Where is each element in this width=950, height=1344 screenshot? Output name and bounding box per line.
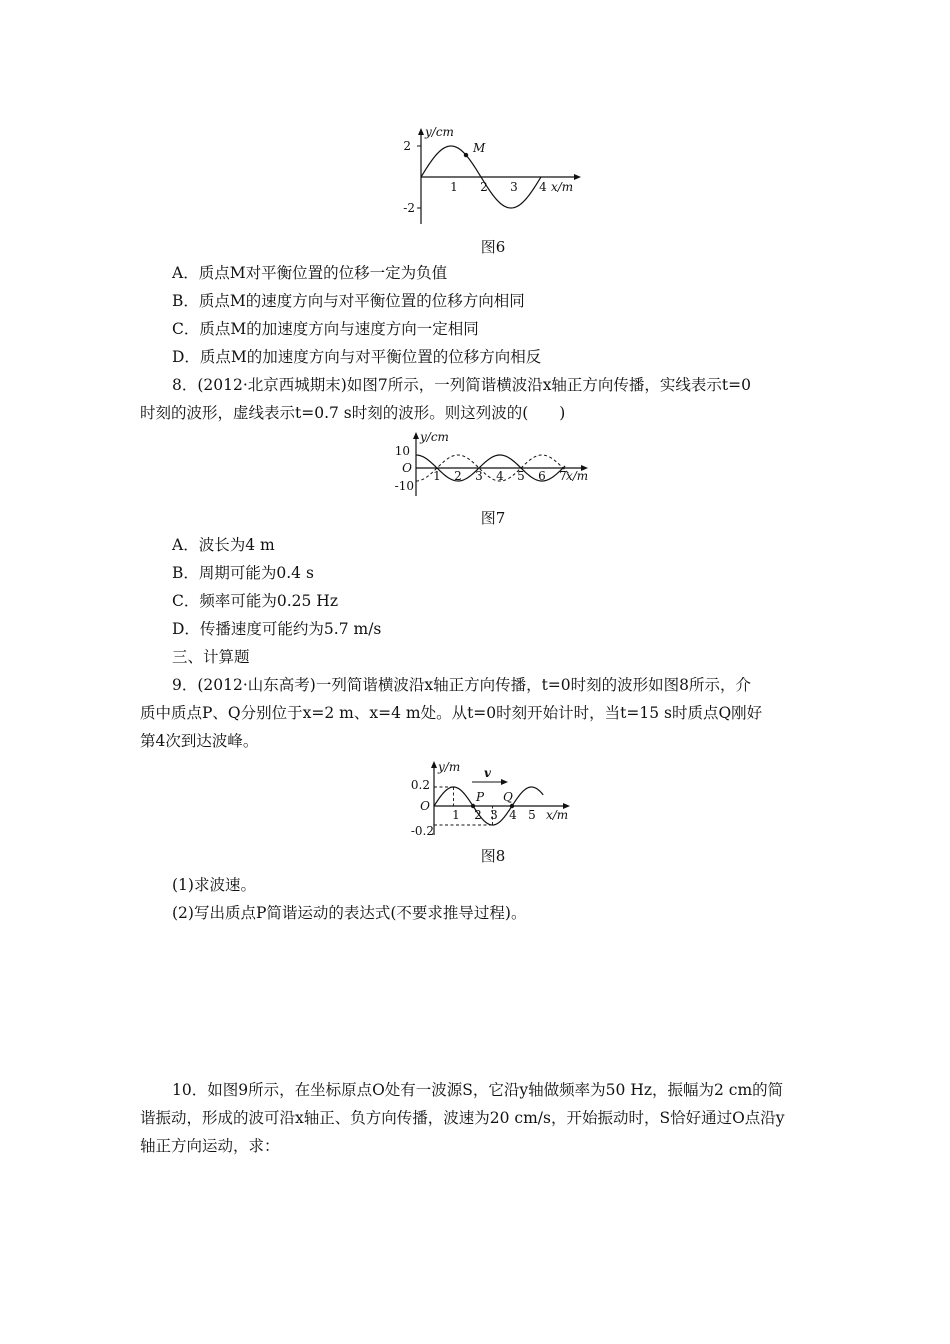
fig6-xtick-1: 1 (450, 180, 458, 194)
fig8-xtick-1: 1 (452, 808, 460, 822)
figure-6 (395, 120, 595, 230)
fig6-caption: 图6 (480, 238, 506, 256)
fig6-point-M (464, 153, 468, 157)
fig6-ytick-top: 2 (403, 139, 411, 153)
q10-text-line3: 轴正方向运动，求： (140, 1137, 280, 1155)
fig8-ytick-top: 0.2 (410, 778, 430, 792)
fig6-xtick-4: 4 (539, 180, 547, 194)
figure-7 (390, 428, 600, 500)
q7-option-d: D．质点M的加速度方向与对平衡位置的位移方向相反 (172, 348, 542, 366)
q8-text-line2: 时刻的波形，虚线表示t=0.7 s时刻的波形。则这列波的( ) (140, 404, 566, 422)
fig8-point-Q-label: Q (503, 790, 513, 804)
fig7-xtick-3: 3 (475, 469, 483, 483)
fig8-caption: 图8 (480, 847, 506, 865)
fig7-ytick-top: 10 (394, 444, 410, 458)
fig7-xtick-7: 7 (559, 469, 567, 483)
fig8-xlabel: x/m (546, 808, 569, 822)
fig7-xtick-5: 5 (517, 469, 525, 483)
fig8-point-P (471, 804, 475, 808)
q10-text-line1: 10．如图9所示，在坐标原点O处有一波源S，它沿y轴做频率为50 Hz，振幅为2 cm的简 (172, 1081, 784, 1099)
fig6-xtick-2: 2 (480, 180, 488, 194)
fig8-velocity-arrow-icon (501, 779, 508, 785)
fig7-origin: O (402, 461, 412, 475)
q7-option-b: B．质点M的速度方向与对平衡位置的位移方向相同 (172, 292, 525, 310)
q8-option-b: B．周期可能为0.4 s (172, 564, 314, 582)
q9-sub-2: (2)写出质点P简谐运动的表达式(不要求推导过程)。 (172, 904, 527, 922)
fig8-point-Q (510, 804, 514, 808)
q9-text-line3: 第4次到达波峰。 (140, 732, 259, 750)
q8-option-a: A．波长为4 m (172, 536, 275, 554)
q9-text-line1: 9．(2012·山东高考)一列简谐横波沿x轴正方向传播，t=0时刻的波形如图8所示，介 (172, 676, 752, 694)
section-heading: 三、计算题 (172, 648, 250, 666)
fig8-ylabel: y/m (438, 760, 461, 774)
q8-option-c: C．频率可能为0.25 Hz (172, 592, 338, 610)
fig8-point-P-label: P (476, 790, 485, 804)
fig8-ytick-bottom: -0.2 (410, 824, 434, 838)
q10-text-line2: 谐振动，形成的波可沿x轴正、负方向传播，波速为20 cm/s，开始振动时，S恰好通过O点沿y (140, 1109, 785, 1127)
fig7-ylabel: y/cm (420, 430, 449, 444)
fig6-xlabel: x/m (551, 180, 574, 194)
fig6-ytick-bottom: -2 (403, 201, 415, 215)
q8-text-line1: 8．(2012·北京西城期末)如图7所示，一列简谐横波沿x轴正方向传播，实线表示t=0 (172, 376, 752, 394)
fig7-xtick-2: 2 (454, 469, 462, 483)
fig7-xtick-1: 1 (433, 469, 441, 483)
fig7-xtick-6: 6 (538, 469, 546, 483)
q9-sub-1: (1)求波速。 (172, 876, 256, 894)
fig8-xtick-3: 3 (490, 808, 498, 822)
q8-option-d: D．传播速度可能约为5.7 m/s (172, 620, 382, 638)
fig6-point-label: M (473, 141, 486, 155)
fig6-xtick-3: 3 (510, 180, 518, 194)
fig8-xtick-5: 5 (528, 808, 536, 822)
fig8-xtick-4: 4 (509, 808, 517, 822)
q7-option-c: C．质点M的加速度方向与速度方向一定相同 (172, 320, 479, 338)
fig8-velocity-label: v (484, 766, 491, 780)
fig7-ytick-bottom: -10 (394, 479, 414, 493)
fig8-xtick-2: 2 (474, 808, 482, 822)
fig6-ylabel: y/cm (425, 125, 454, 139)
fig7-xlabel: x/m (566, 469, 589, 483)
figure-8 (400, 755, 580, 840)
q7-option-a: A．质点M对平衡位置的位移一定为负值 (172, 264, 448, 282)
fig8-origin: O (420, 799, 430, 813)
q9-text-line2: 质中质点P、Q分别位于x=2 m、x=4 m处。从t=0时刻开始计时，当t=15 s时质点Q刚好 (140, 704, 763, 722)
fig7-caption: 图7 (480, 509, 506, 527)
fig7-xtick-4: 4 (496, 469, 504, 483)
